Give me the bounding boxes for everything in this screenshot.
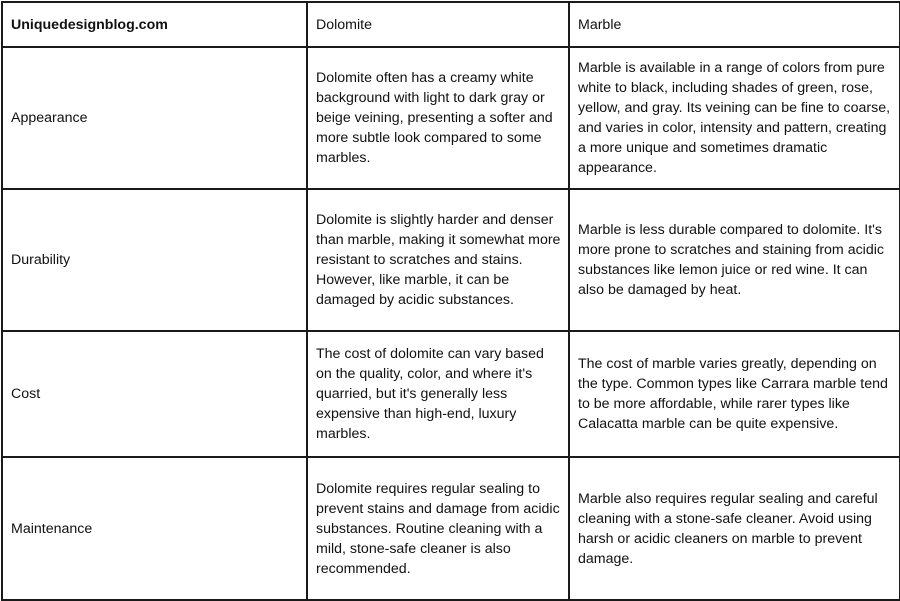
row-label-appearance: Appearance (2, 47, 307, 189)
row-label-durability: Durability (2, 189, 307, 331)
cell-cost-marble: The cost of marble varies greatly, depending on the type. Common types like Carrara marble tend to be more affordable, while rarer types like Calacatta marble can be quite expensive. (569, 331, 900, 457)
cell-cost-dolomite: The cost of dolomite can vary based on the quality, color, and where it's quarried, but it's generally less expensive than high-end, luxury marbles. (307, 331, 569, 457)
cell-durability-marble: Marble is less durable compared to dolomite. It's more prone to scratches and staining from acidic substances like lemon juice or red wine. It can also be damaged by heat. (569, 189, 900, 331)
site-name-cell: Uniquedesignblog.com (2, 2, 307, 47)
header-dolomite: Dolomite (307, 2, 569, 47)
cell-durability-dolomite: Dolomite is slightly harder and denser than marble, making it somewhat more resistant to scratches and stains. However, like marble, it can be damaged by acidic substances. (307, 189, 569, 331)
header-marble: Marble (569, 2, 900, 47)
table-row-cost (2, 331, 900, 457)
table-row-maintenance (2, 457, 900, 600)
row-label-cost: Cost (2, 331, 307, 457)
cell-maintenance-marble: Marble also requires regular sealing and careful cleaning with a stone-safe cleaner. Avoid using harsh or acidic cleaners on marble to prevent damage. (569, 457, 900, 600)
table-row-durability (2, 189, 900, 331)
comparison-table-wrapper (0, 1, 900, 601)
cell-appearance-dolomite: Dolomite often has a creamy white background with light to dark gray or beige veining, presenting a softer and more subtle look compared to some marbles. (307, 47, 569, 189)
cell-maintenance-dolomite: Dolomite requires regular sealing to prevent stains and damage from acidic substances. Routine cleaning with a mild, stone-safe cleaner is also recommended. (307, 457, 569, 600)
cell-appearance-marble: Marble is available in a range of colors from pure white to black, including shades of green, rose, yellow, and gray. Its veining can be fine to coarse, and varies in color, intensity and pattern, creating a more unique and sometimes dramatic appearance. (569, 47, 900, 189)
row-label-maintenance: Maintenance (2, 457, 307, 600)
table-header-row (2, 2, 900, 47)
table-row-appearance (2, 47, 900, 189)
dolomite-vs-marble-table (1, 1, 900, 601)
